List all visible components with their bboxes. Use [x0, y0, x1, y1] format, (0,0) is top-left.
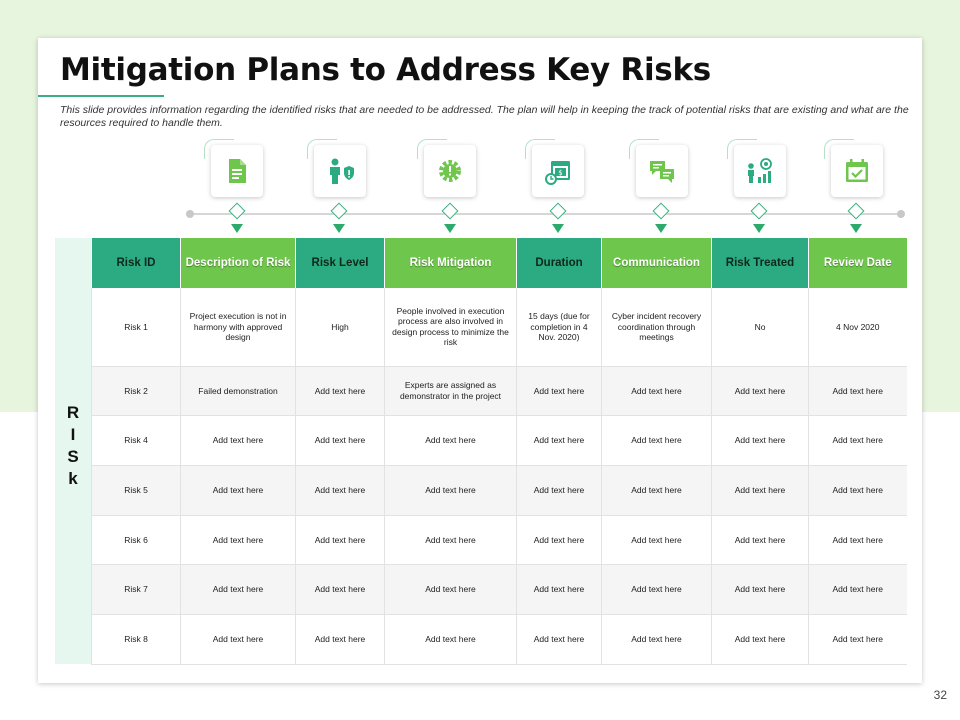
table-cell: Cyber incident recovery coordination through meetings	[602, 288, 712, 366]
table-cell: Add text here	[517, 465, 602, 515]
table-cell: Add text here	[385, 515, 517, 565]
table-cell: Add text here	[809, 565, 907, 615]
table-cell: Add text here	[296, 515, 385, 565]
col-header-mitigation: Risk Mitigation	[385, 238, 517, 288]
table-cell: Add text here	[517, 366, 602, 416]
table-cell: Add text here	[517, 416, 602, 466]
timeline-arrow	[850, 224, 862, 233]
table-cell: Risk 5	[92, 465, 181, 515]
timeline-arrow	[333, 224, 345, 233]
risk-side-label	[55, 402, 91, 490]
timeline-arrow	[753, 224, 765, 233]
table-row	[92, 565, 907, 615]
timeline-arrow	[552, 224, 564, 233]
table-row	[92, 614, 907, 664]
calendar-check-icon	[831, 145, 883, 197]
table-cell: Add text here	[602, 465, 712, 515]
table-cell: Add text here	[517, 614, 602, 664]
timeline-line	[190, 213, 902, 215]
table-cell: Add text here	[809, 416, 907, 466]
table-cell: Failed demonstration	[181, 366, 296, 416]
col-header-risk-id: Risk ID	[92, 238, 181, 288]
col-header-risk-level: Risk Level	[296, 238, 385, 288]
table-cell: Add text here	[712, 614, 809, 664]
table-cell: Add text here	[809, 515, 907, 565]
table-row	[92, 515, 907, 565]
side-letter: k	[68, 469, 78, 488]
table-cell: Add text here	[296, 614, 385, 664]
table-cell: Add text here	[385, 416, 517, 466]
table-cell: Add text here	[602, 614, 712, 664]
table-cell: Add text here	[809, 366, 907, 416]
table-cell: Add text here	[517, 565, 602, 615]
col-header-description: Description of Risk	[181, 238, 296, 288]
table-cell: Add text here	[181, 416, 296, 466]
icon-slot-description	[211, 139, 269, 199]
table-cell: Risk 1	[92, 288, 181, 366]
table-cell: Add text here	[181, 515, 296, 565]
icon-slot-duration	[532, 139, 590, 199]
calendar-money-icon	[532, 145, 584, 197]
table-cell: Add text here	[712, 565, 809, 615]
table-cell: No	[712, 288, 809, 366]
col-header-review-date: Review Date	[809, 238, 907, 288]
table-cell: Add text here	[385, 465, 517, 515]
table-cell: Add text here	[712, 366, 809, 416]
col-header-communication: Communication	[602, 238, 712, 288]
document-icon	[211, 145, 263, 197]
table-cell: Add text here	[712, 416, 809, 466]
slide-subtitle: This slide provides information regarding the identified risks that are needed to be addressed. The plan will help in keeping the track of potential risks that are existing and what are the resources required to handle them.	[60, 104, 909, 129]
page-number: 32	[933, 688, 947, 702]
person-target-chart-icon	[734, 145, 786, 197]
icon-slot-treated	[734, 139, 792, 199]
table-cell: Risk 6	[92, 515, 181, 565]
table-header-row	[92, 238, 907, 288]
table-cell: Add text here	[809, 614, 907, 664]
table-cell: Add text here	[602, 366, 712, 416]
table-cell: Add text here	[712, 465, 809, 515]
title-underline	[38, 95, 164, 97]
table-cell: Risk 7	[92, 565, 181, 615]
table-cell: Add text here	[712, 515, 809, 565]
timeline-arrow	[655, 224, 667, 233]
col-header-duration: Duration	[517, 238, 602, 288]
table-cell: 4 Nov 2020	[809, 288, 907, 366]
table-row	[92, 366, 907, 416]
timeline-end-dot	[897, 210, 905, 218]
table-cell: Add text here	[385, 614, 517, 664]
table-cell: Add text here	[296, 366, 385, 416]
icon-slot-review	[831, 139, 889, 199]
person-shield-icon	[314, 145, 366, 197]
slide-title: Mitigation Plans to Address Key Risks	[60, 52, 711, 88]
timeline-start-dot	[186, 210, 194, 218]
table-cell: Add text here	[517, 515, 602, 565]
table-cell: Risk 2	[92, 366, 181, 416]
side-letter: I	[70, 425, 76, 444]
table-cell: Add text here	[296, 465, 385, 515]
table-cell: Add text here	[181, 465, 296, 515]
timeline-arrow	[444, 224, 456, 233]
table-cell: Experts are assigned as demonstrator in the project	[385, 366, 517, 416]
table-cell: Add text here	[296, 565, 385, 615]
table-row	[92, 465, 907, 515]
table-cell: Add text here	[602, 515, 712, 565]
col-header-risk-treated: Risk Treated	[712, 238, 809, 288]
table-cell: Risk 4	[92, 416, 181, 466]
table-cell: 15 days (due for completion in 4 Nov. 2020)	[517, 288, 602, 366]
table-cell: Project execution is not in harmony with approved design	[181, 288, 296, 366]
side-letter: R	[66, 403, 80, 422]
gear-alert-icon	[424, 145, 476, 197]
side-letter: S	[67, 447, 79, 466]
table-row	[92, 416, 907, 466]
timeline-arrow	[231, 224, 243, 233]
table-cell: Add text here	[602, 565, 712, 615]
table-row	[92, 288, 907, 366]
risk-table	[91, 238, 907, 665]
chat-bubbles-icon	[636, 145, 688, 197]
table-cell: Add text here	[296, 416, 385, 466]
table-cell: Add text here	[385, 565, 517, 615]
table-cell: People involved in execution process are also involved in design process to minimize the risk	[385, 288, 517, 366]
svg-text:$: $	[558, 169, 563, 177]
table-cell: Risk 8	[92, 614, 181, 664]
table-cell: Add text here	[809, 465, 907, 515]
icon-slot-communication	[636, 139, 694, 199]
table-cell: Add text here	[181, 565, 296, 615]
table-cell: High	[296, 288, 385, 366]
table-cell: Add text here	[181, 614, 296, 664]
icon-slot-mitigation	[424, 139, 482, 199]
table-cell: Add text here	[602, 416, 712, 466]
icon-slot-level	[314, 139, 372, 199]
